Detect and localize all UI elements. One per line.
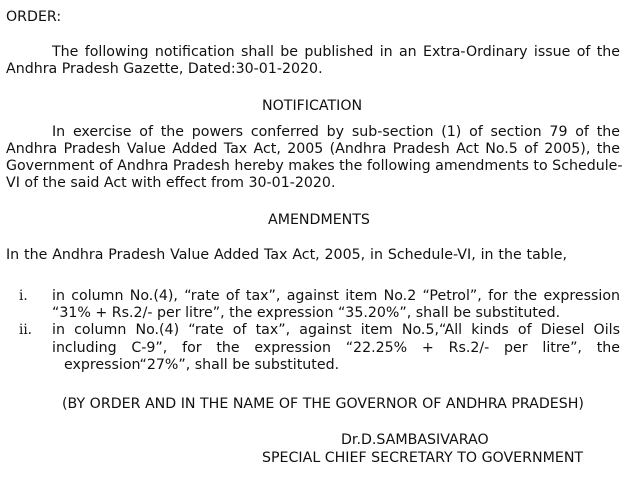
notification-line-4: VI of the said Act with effect from 30-01-2020. <box>6 175 336 191</box>
item-line-1: in column No.(4) “rate of tax”, against item No.5,“All kinds of Diesel Oils <box>52 322 620 338</box>
notification-heading: NOTIFICATION <box>262 98 363 114</box>
item-numeral: ii. <box>19 322 32 338</box>
notification-line-1: In exercise of the powers conferred by sub-section (1) of section 79 of the <box>52 124 620 140</box>
intro-line-2: Andhra Pradesh Gazette, Dated:30-01-2020. <box>6 61 323 77</box>
item-line-2: “31% + Rs.2/- per litre”, the expression “35.20%”, shall be substituted. <box>52 305 561 321</box>
item-numeral: i. <box>19 288 28 304</box>
by-order-line: (BY ORDER AND IN THE NAME OF THE GOVERNOR OF ANDHRA PRADESH) <box>62 396 584 412</box>
signatory-name: Dr.D.SAMBASIVARAO <box>341 432 489 448</box>
item-line-1: in column No.(4), “rate of tax”, against item No.2 “Petrol”, for the expression <box>52 288 620 304</box>
signatory-designation: SPECIAL CHIEF SECRETARY TO GOVERNMENT <box>262 450 584 466</box>
notification-line-2: Andhra Pradesh Value Added Tax Act, 2005 (Andhra Pradesh Act No.5 of 2005), the <box>6 141 620 157</box>
notification-line-3: Government of Andhra Pradesh hereby makes the following amendments to Schedule- <box>6 158 623 174</box>
item-line-3: expression“27%”, shall be substituted. <box>64 357 340 373</box>
amendments-heading: AMENDMENTS <box>268 212 370 228</box>
item-line-2: including C-9”, for the expression “22.25% + Rs.2/- per litre”, the <box>52 340 620 356</box>
order-heading: ORDER: <box>6 9 62 25</box>
intro-line-1: The following notification shall be published in an Extra-Ordinary issue of the <box>52 44 620 60</box>
amendments-intro: In the Andhra Pradesh Value Added Tax Act, 2005, in Schedule-VI, in the table, <box>6 247 567 263</box>
